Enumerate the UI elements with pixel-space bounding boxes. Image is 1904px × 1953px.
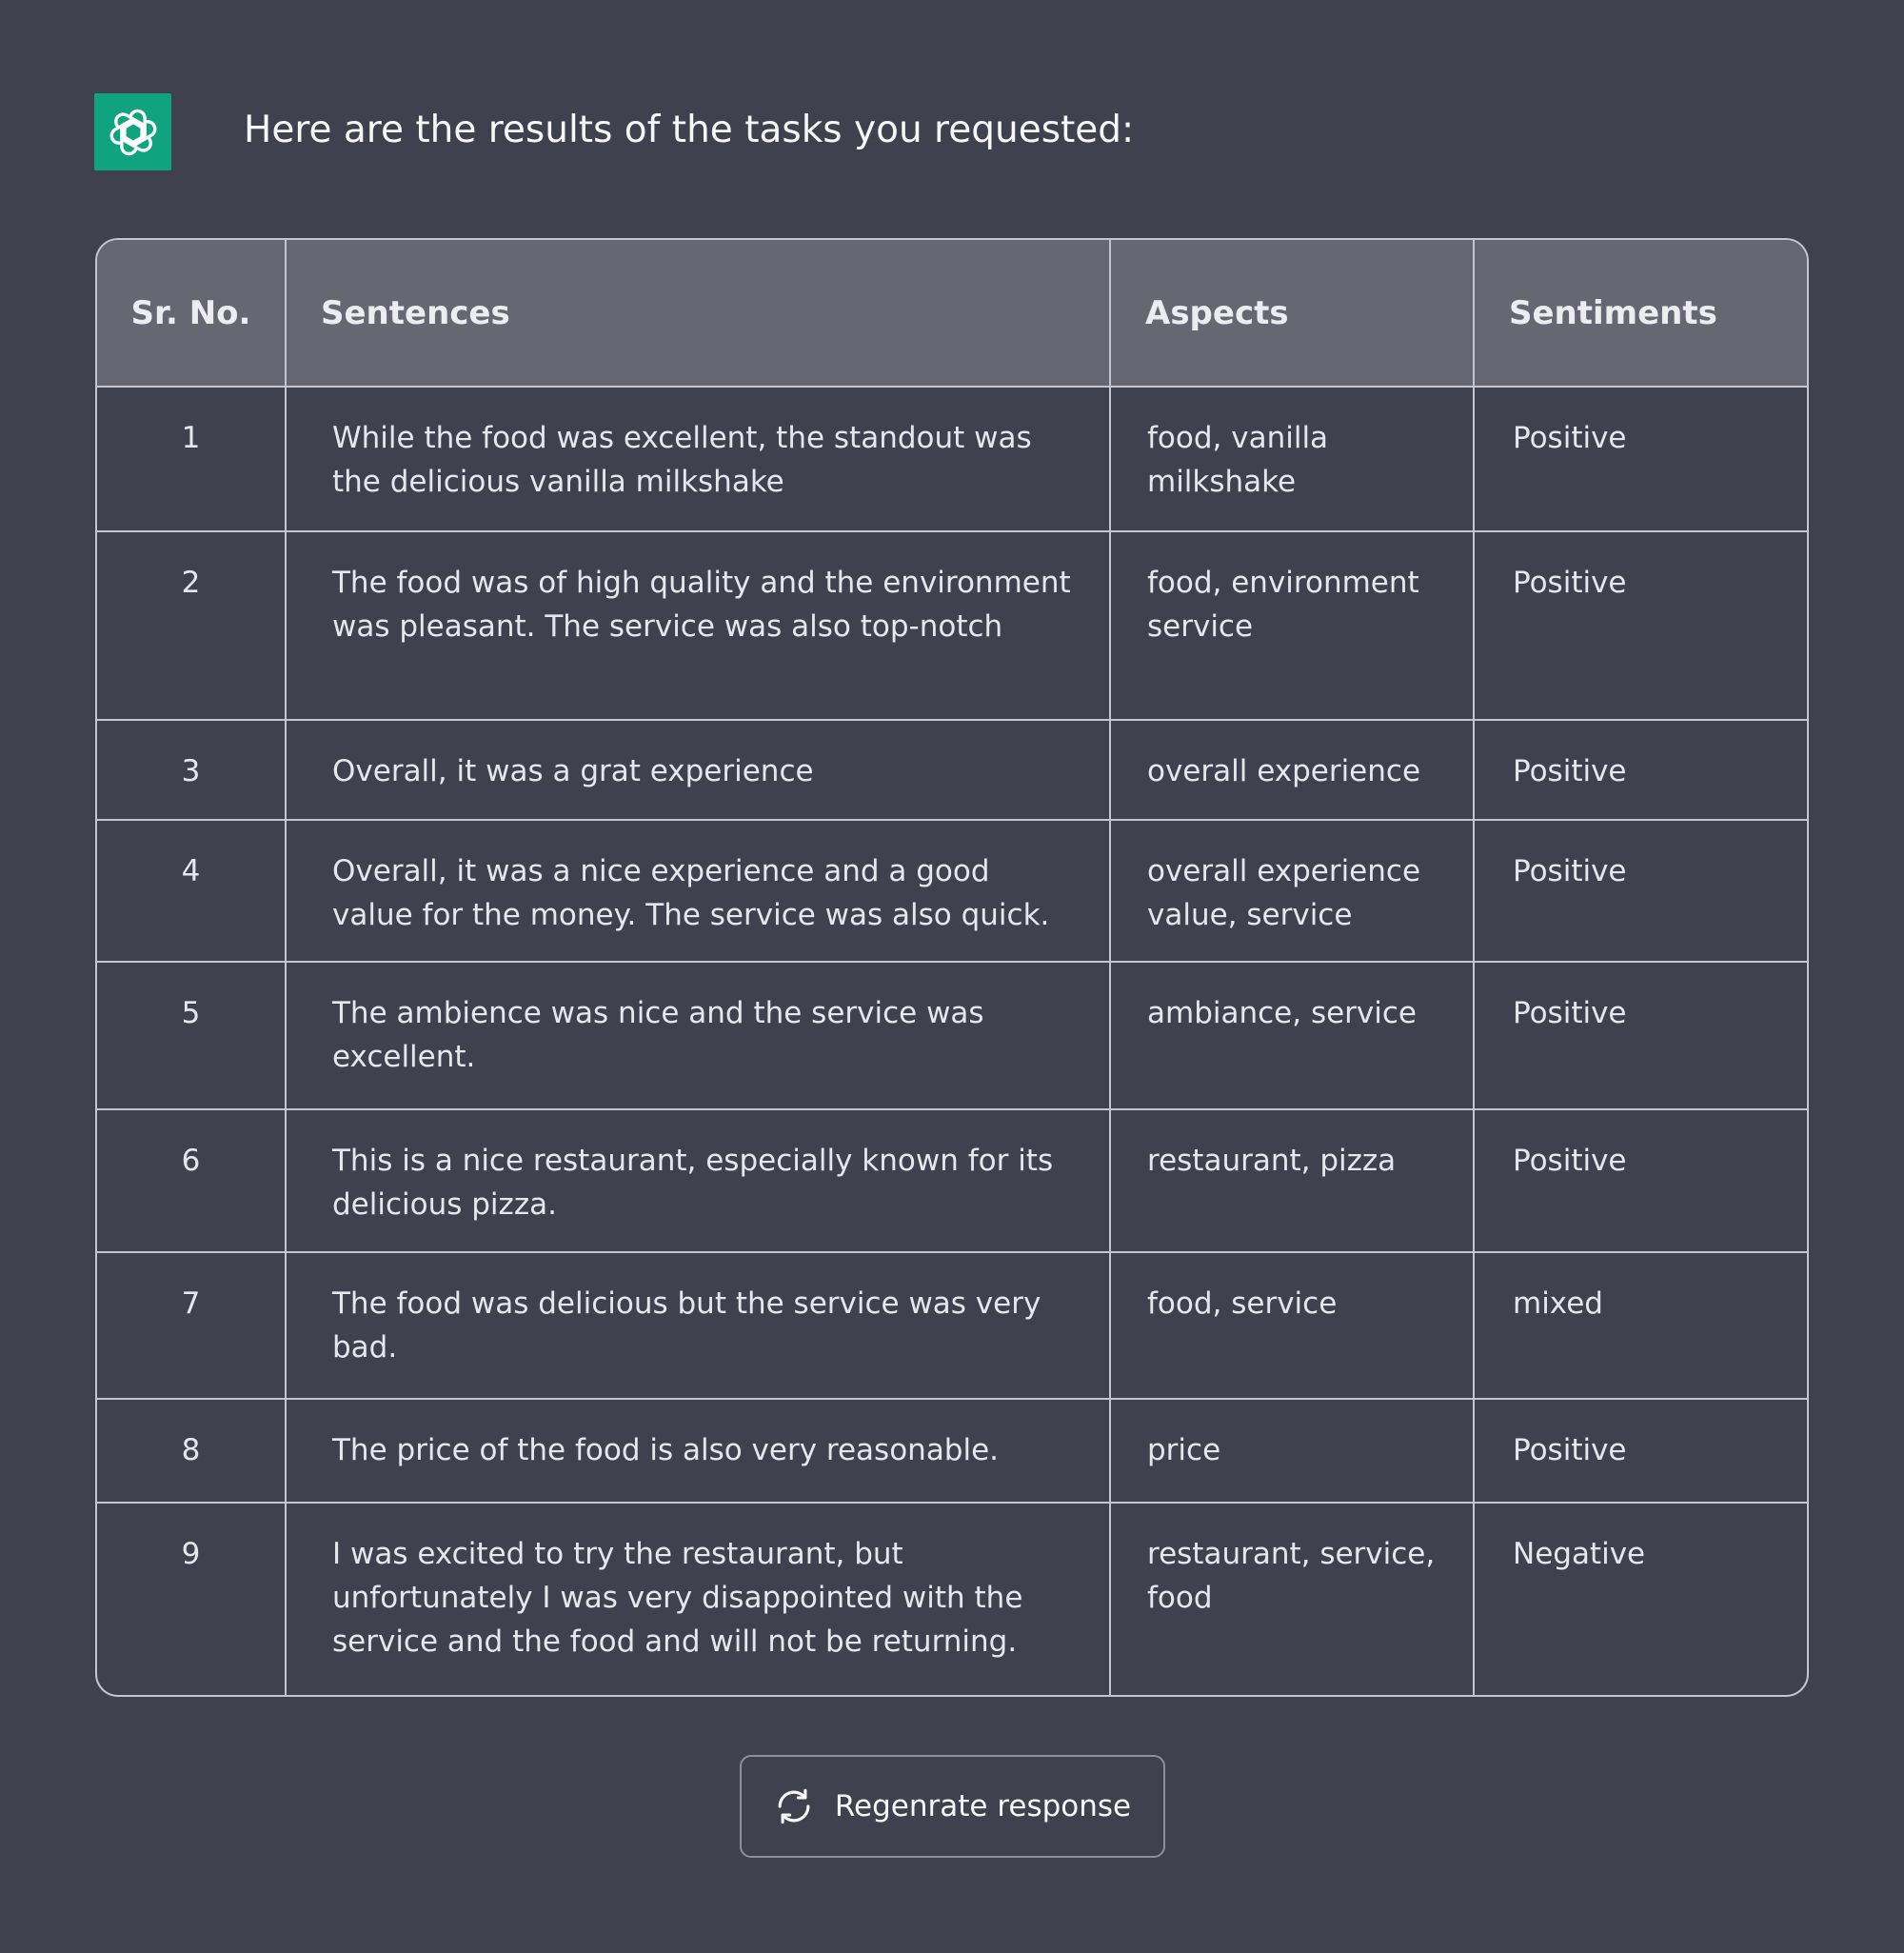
row-number: 5: [97, 962, 286, 1109]
results-table: [95, 238, 1809, 1697]
row-sentiment: Positive: [1474, 387, 1809, 531]
row-sentiment: Positive: [1474, 1399, 1809, 1503]
row-number: 1: [97, 387, 286, 531]
row-number: 4: [97, 820, 286, 962]
row-aspects: overall experience value, service: [1110, 820, 1474, 962]
row-sentence: The food was delicious but the service was very bad.: [286, 1252, 1110, 1399]
row-sentiment: Positive: [1474, 820, 1809, 962]
header-aspects: Aspects: [1110, 240, 1474, 387]
row-aspects: restaurant, service, food: [1110, 1503, 1474, 1695]
row-sentence: Overall, it was a nice experience and a good value for the money. The service was also quick.: [286, 820, 1110, 962]
row-number: 9: [97, 1503, 286, 1695]
row-number: 3: [97, 720, 286, 820]
row-aspects: ambiance, service: [1110, 962, 1474, 1109]
refresh-icon: [774, 1786, 814, 1826]
row-aspects: food, vanilla milkshake: [1110, 387, 1474, 531]
row-sentiment: mixed: [1474, 1252, 1809, 1399]
row-number: 2: [97, 531, 286, 720]
header-sr-no: Sr. No.: [97, 240, 286, 387]
row-number: 8: [97, 1399, 286, 1503]
row-number: 7: [97, 1252, 286, 1399]
row-aspects: food, service: [1110, 1252, 1474, 1399]
row-sentence: The ambience was nice and the service was excellent.: [286, 962, 1110, 1109]
table-header-row: [97, 240, 1809, 387]
row-sentiment: Positive: [1474, 720, 1809, 820]
regenerate-label: Regenrate response: [834, 1789, 1132, 1823]
assistant-message-intro: Here are the results of the tasks you requested:: [244, 109, 1135, 151]
row-aspects: overall experience: [1110, 720, 1474, 820]
row-sentence: This is a nice restaurant, especially known for its delicious pizza.: [286, 1109, 1110, 1252]
row-sentence: While the food was excellent, the standout was the delicious vanilla milkshake: [286, 387, 1110, 531]
table-row: [97, 962, 1809, 1109]
row-aspects: restaurant, pizza: [1110, 1109, 1474, 1252]
row-sentiment: Positive: [1474, 531, 1809, 720]
table-row: [97, 1399, 1809, 1503]
row-sentiment: Positive: [1474, 962, 1809, 1109]
table-row: [97, 1503, 1809, 1695]
row-sentence: The food was of high quality and the environment was pleasant. The service was also top-notch: [286, 531, 1110, 720]
header-sentences: Sentences: [286, 240, 1110, 387]
table-row: [97, 1252, 1809, 1399]
row-sentiment: Negative: [1513, 1537, 1646, 1571]
row-sentence: Overall, it was a grat experience: [286, 720, 1110, 820]
table-row: [97, 820, 1809, 962]
table-row: [97, 531, 1809, 720]
openai-logo-icon: [94, 93, 171, 170]
header-sentiments: Sentiments: [1474, 240, 1809, 387]
table-row: [97, 720, 1809, 820]
row-sentence: I was excited to try the restaurant, but unfortunately I was very disappointed with the service and the food and will not be returning.: [286, 1503, 1110, 1695]
row-aspects: food, environment service: [1110, 531, 1474, 720]
row-aspects: price: [1110, 1399, 1474, 1503]
regenerate-response-button[interactable]: [740, 1755, 1165, 1858]
row-sentence: The price of the food is also very reasonable.: [286, 1399, 1110, 1503]
table-row: [97, 1109, 1809, 1252]
row-number: 6: [97, 1109, 286, 1252]
table-row: [97, 387, 1809, 531]
row-sentiment: Positive: [1474, 1109, 1809, 1252]
